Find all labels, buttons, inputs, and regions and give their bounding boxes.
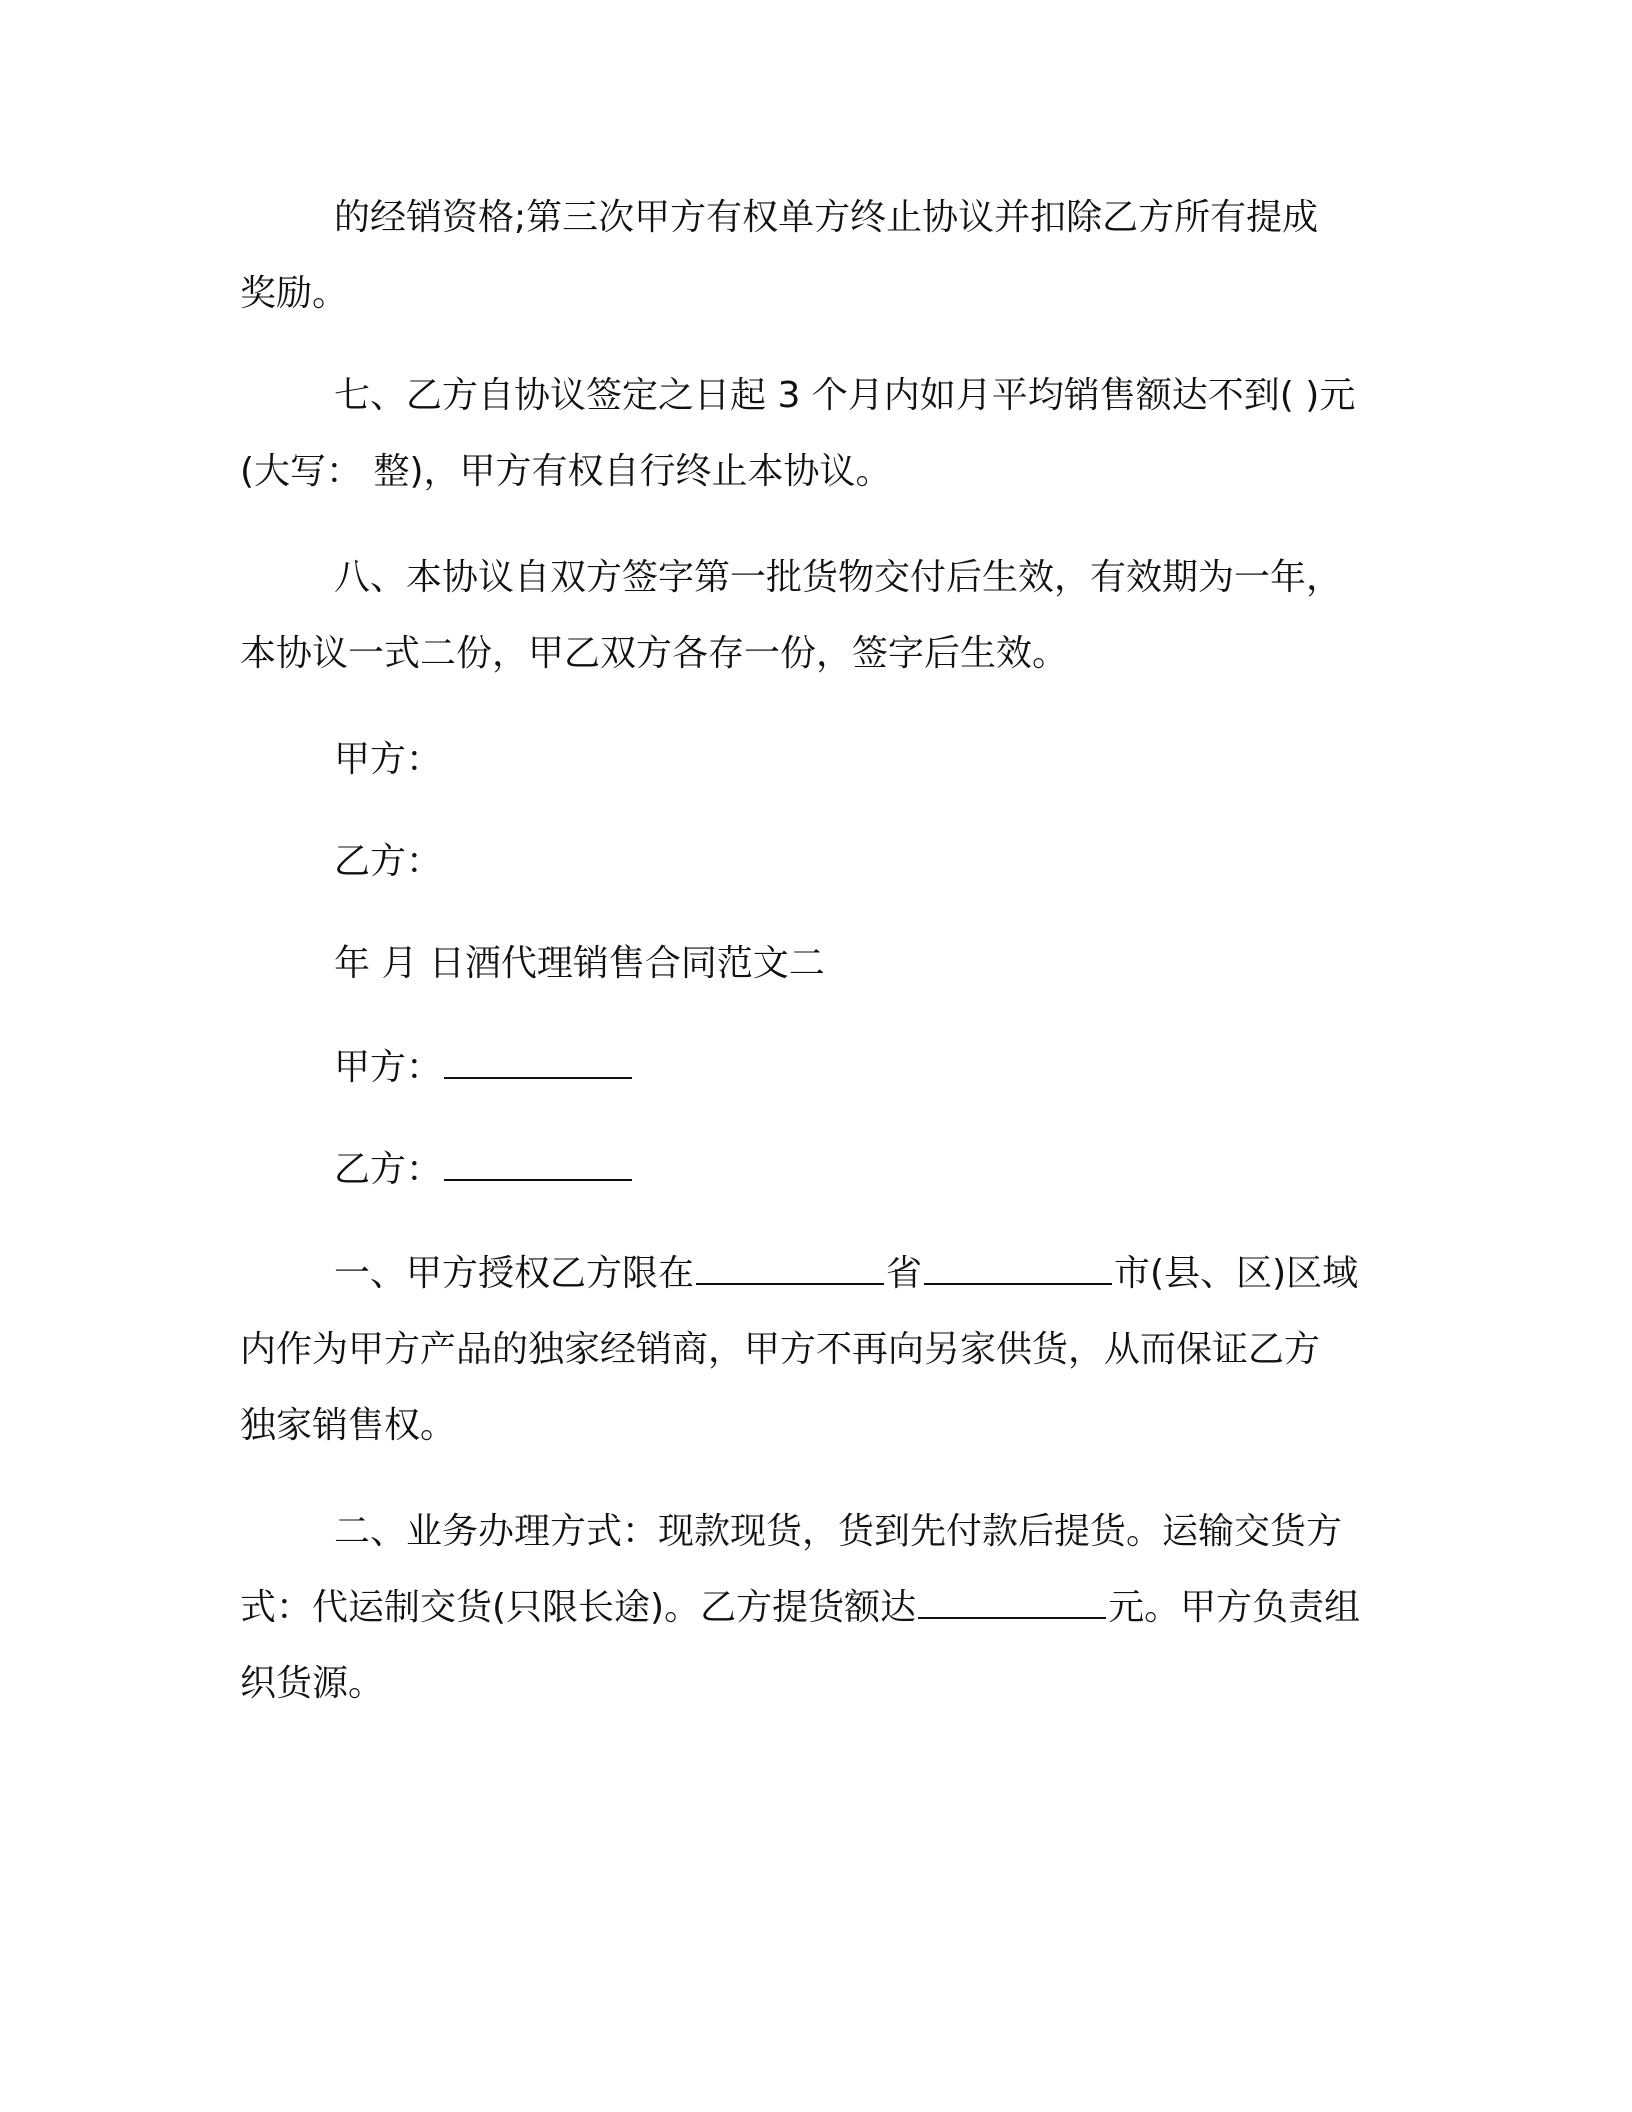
clause-1-line-1 [334,1252,1358,1296]
clause-1-text-a: 一、甲方授权乙方限在 [334,1253,695,1294]
party-b-blank [444,1179,632,1181]
paragraph-8-line-2: 本协议一式二份，甲乙双方各存一份，签字后生效。 [240,633,1069,674]
paragraph-8-line-1: 八、本协议自双方签字第一批货物交付后生效，有效期为一年， [334,557,1343,598]
city-blank [924,1283,1112,1285]
clause-2-text-b: 元。甲方负责组 [1108,1587,1361,1628]
party-b-label: 乙方： [334,1149,443,1190]
clause-2-line-1: 二、业务办理方式：现款现货，货到先付款后提货。运输交货方 [334,1511,1343,1552]
paragraph-6-line-1: 的经销资格;第三次甲方有权单方终止协议并扣除乙方所有提成 [334,197,1319,238]
clause-2-text-a: 式：代运制交货(只限长途)。乙方提货额达 [240,1587,917,1628]
signature-party-a: 甲方： [334,739,443,780]
party-a-label: 甲方： [334,1047,443,1088]
clause-1-line-3: 独家销售权。 [240,1405,457,1446]
party-a-blank [444,1077,632,1079]
signature-party-b: 乙方： [334,841,443,882]
clause-2-line-3: 织货源。 [240,1663,385,1704]
amount-blank [918,1617,1106,1619]
clause-1-text-b: 省 [886,1253,923,1294]
contract2-party-a [334,1046,634,1090]
contract2-party-b [334,1148,634,1192]
province-blank [696,1283,884,1285]
clause-1-text-c: 市(县、区)区域 [1114,1253,1359,1294]
paragraph-7-line-2: (大写： 整)，甲方有权自行终止本协议。 [240,451,892,492]
paragraph-7-line-1: 七、乙方自协议签定之日起 3 个月内如月平均销售额达不到( )元 [334,375,1356,416]
clause-2-line-2 [240,1586,1360,1630]
paragraph-6-line-2: 奖励。 [240,273,349,314]
date-and-next-title: 年 月 日酒代理销售合同范文二 [334,943,825,984]
clause-1-line-2: 内作为甲方产品的独家经销商，甲方不再向另家供货，从而保证乙方 [240,1329,1321,1370]
